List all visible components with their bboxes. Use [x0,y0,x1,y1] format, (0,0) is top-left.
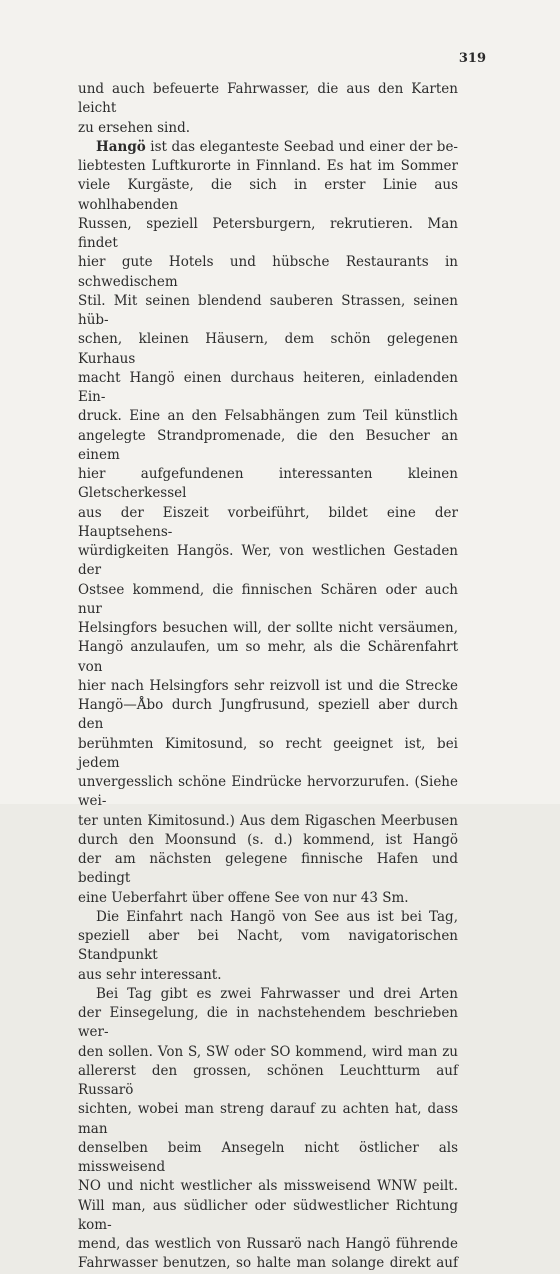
text-line [78,927,458,966]
line-text: mend, das westlich von Russarö nach Hangö führende [78,1236,458,1252]
line-text: der Einsegelung, die in nachstehendem beschrieben wer- [78,1005,458,1041]
line-text: Helsingfors besuchen will, der sollte nicht versäumen, [78,620,458,636]
line-text: den sollen. Von S, SW oder SO kommend, wird man zu [78,1043,458,1060]
line-text: speziell aber bei Nacht, vom navigatorischen Standpunkt [78,928,458,964]
line-text: allererst den grossen, schönen Leuchtturm auf Russarö [78,1062,458,1098]
text-line [78,908,458,927]
text-line [78,504,458,543]
text-line [78,253,458,292]
text-line [78,1043,458,1062]
line-text: ter unten Kimitosund.) Aus dem Rigaschen Meerbusen [78,812,458,829]
line-text: denselben beim Ansegeln nicht östlicher als missweisend [78,1139,458,1175]
text-line [78,330,458,369]
text-line [78,176,458,215]
line-text: eine Ueberfahrt über offene See von nur 43 Sm. [78,889,409,906]
line-text: berühmten Kimitosund, so recht geeignet ist, bei jedem [78,735,458,771]
page-number: 319 [458,51,486,66]
line-text: Hangö anzulaufen, um so mehr, als die Schärenfahrt von [78,639,458,675]
line-text: Will man, aus südlicher oder südwestlicher Richtung kom- [78,1197,458,1233]
line-text: sichten, wobei man streng darauf zu achten hat, dass man [78,1101,458,1137]
text-line [78,773,458,812]
line-text: Bei Tag gibt es zwei Fahrwasser und drei Arten [96,985,458,1002]
line-text: hier aufgefundenen interessanten kleinen Gletscherkessel [78,466,458,502]
text-line [78,812,458,831]
line-text: angelegte Strandpromenade, die den Besucher an einem [78,427,458,463]
text-line [78,850,458,889]
line-text: und auch befeuerte Fahrwasser, die aus den Karten leicht [78,81,458,117]
text-line [78,157,458,176]
line-text: ist das eleganteste Seebad und einer der be- [145,138,458,155]
line-text: Fahrwasser benutzen, so halte man solange direkt auf [78,1255,458,1272]
text-line [78,407,458,426]
line-text: NO und nicht westlicher als missweisend WNW peilt. [78,1178,458,1195]
line-text: hier nach Helsingfors sehr reizvoll ist und die Strecke [78,677,458,694]
text-line [78,215,458,254]
text-line [78,619,458,638]
text-line [78,1254,458,1273]
text-line [78,138,458,157]
line-text: aus der Eiszeit vorbeiführt, bildet eine der Hauptsehens- [78,504,458,540]
bold-place-name: Hangö [96,138,146,155]
line-text: Hangö—Åbo durch Jungfrusund, speziell aber durch den [78,697,458,733]
text-line [78,1139,458,1178]
line-text: Stil. Mit seinen blendend sauberen Strassen, seinen hüb- [78,292,458,328]
text-line [78,1100,458,1139]
text-line [78,985,458,1004]
text-line [78,735,458,774]
line-text: Ostsee kommend, die finnischen Schären oder auch nur [78,581,458,617]
line-text: der am nächsten gelegene finnische Hafen und bedingt [78,851,458,887]
line-text: zu ersehen sind. [78,119,191,136]
text-line [78,696,458,735]
line-text: liebtesten Luftkurorte in Finnland. Es hat im Sommer [78,158,458,174]
line-text: viele Kurgäste, die sich in erster Linie aus wohlhabenden [78,177,458,213]
text-line [78,427,458,466]
text-line [78,889,458,908]
text-line [78,1004,458,1043]
text-line [78,80,458,119]
line-text: macht Hangö einen durchaus heiteren, einladenden Ein- [78,369,458,405]
line-text: durch den Moonsund (s. d.) kommend, ist Hangö [78,831,458,848]
text-line [78,542,458,581]
line-text: würdigkeiten Hangös. Wer, von westlichen Gestaden der [78,543,458,579]
line-text: druck. Eine an den Felsabhängen zum Teil künstlich [78,408,458,425]
line-text: Russen, speziell Petersburgern, rekrutieren. Man findet [78,215,458,251]
text-line [78,677,458,696]
text-line [78,1235,458,1254]
text-line [78,292,458,331]
line-text: hier gute Hotels und hübsche Restaurants in schwedischem [78,254,458,290]
text-line [78,1062,458,1101]
text-line [78,581,458,620]
line-text: Die Einfahrt nach Hangö von See aus ist bei Tag, [96,908,458,925]
text-line [78,831,458,850]
line-text: unvergesslich schöne Eindrücke hervorzurufen. (Siehe wei- [78,774,458,810]
text-line [78,465,458,504]
line-text: aus sehr interessant. [78,966,222,983]
text-line [78,638,458,677]
text-line [78,369,458,408]
text-line [78,119,458,138]
line-text: schen, kleinen Häusern, dem schön gelegenen Kurhaus [78,331,458,367]
text-line [78,966,458,985]
text-line [78,1177,458,1196]
text-line [78,1197,458,1236]
body-text [78,80,458,1274]
